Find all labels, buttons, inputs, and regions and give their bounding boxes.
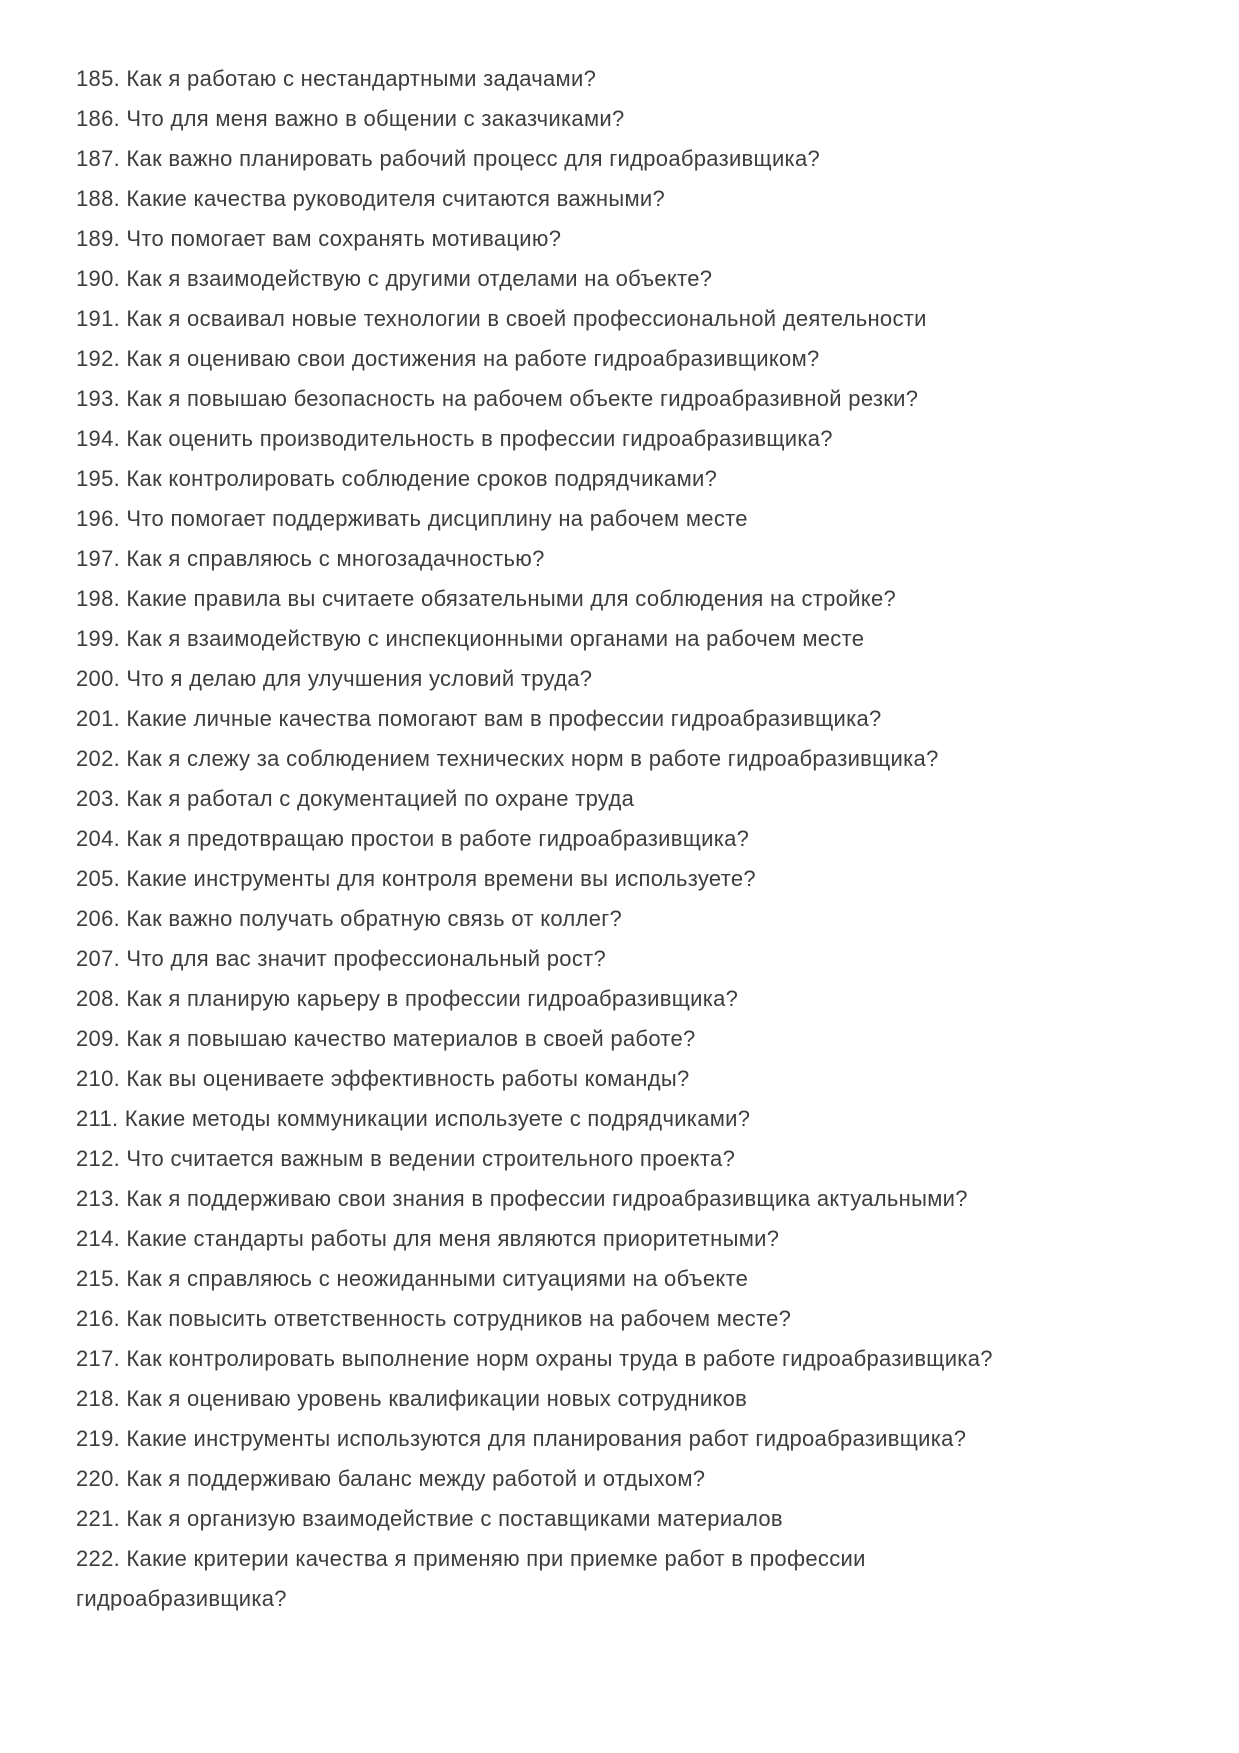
question-line: 190. Как я взаимодействую с другими отделами на объекте? xyxy=(76,266,713,291)
question-line: 212. Что считается важным в ведении строительного проекта? xyxy=(76,1146,736,1171)
question-line: 192. Как я оцениваю свои достижения на работе гидроабразивщиком? xyxy=(76,346,820,371)
question-line: 218. Как я оцениваю уровень квалификации новых сотрудников xyxy=(76,1386,748,1411)
question-line: 221. Как я организую взаимодействие с поставщиками материалов xyxy=(76,1506,783,1531)
question-line: 201. Какие личные качества помогают вам в профессии гидроабразивщика? xyxy=(76,706,882,731)
question-line: 199. Как я взаимодействую с инспекционными органами на рабочем месте xyxy=(76,626,865,651)
question-list xyxy=(76,59,1206,1619)
question-line: 186. Что для меня важно в общении с заказчиками? xyxy=(76,106,625,131)
question-line: 211. Какие методы коммуникации используете с подрядчиками? xyxy=(76,1106,751,1131)
question-line: 203. Как я работал с документацией по охране труда xyxy=(76,786,635,811)
question-line: 204. Как я предотвращаю простои в работе гидроабразивщика? xyxy=(76,826,750,851)
question-line: 208. Как я планирую карьеру в профессии гидроабразивщика? xyxy=(76,986,739,1011)
question-line: 193. Как я повышаю безопасность на рабочем объекте гидроабразивной резки? xyxy=(76,386,919,411)
question-line: 198. Какие правила вы считаете обязательными для соблюдения на стройке? xyxy=(76,586,897,611)
question-line: 191. Как я осваивал новые технологии в своей профессиональной деятельности xyxy=(76,306,927,331)
question-line: 214. Какие стандарты работы для меня являются приоритетными? xyxy=(76,1226,780,1251)
question-line: 197. Как я справляюсь с многозадачностью? xyxy=(76,546,545,571)
question-line: 194. Как оценить производительность в профессии гидроабразивщика? xyxy=(76,426,833,451)
question-line: 207. Что для вас значит профессиональный рост? xyxy=(76,946,607,971)
question-line: 219. Какие инструменты используются для планирования работ гидроабразивщика? xyxy=(76,1426,967,1451)
question-line: 185. Как я работаю с нестандартными задачами? xyxy=(76,66,597,91)
question-line: 209. Как я повышаю качество материалов в своей работе? xyxy=(76,1026,696,1051)
question-line: 222. Какие критерии качества я применяю при приемке работ в профессии xyxy=(76,1546,866,1571)
question-line: 215. Как я справляюсь с неожиданными ситуациями на объекте xyxy=(76,1266,749,1291)
question-line: 216. Как повысить ответственность сотрудников на рабочем месте? xyxy=(76,1306,792,1331)
question-line: 220. Как я поддерживаю баланс между работой и отдыхом? xyxy=(76,1466,706,1491)
question-line: 196. Что помогает поддерживать дисциплину на рабочем месте xyxy=(76,506,748,531)
question-line: 189. Что помогает вам сохранять мотивацию? xyxy=(76,226,562,251)
question-line: 206. Как важно получать обратную связь от коллег? xyxy=(76,906,623,931)
question-line: 188. Какие качества руководителя считаются важными? xyxy=(76,186,666,211)
question-line: 187. Как важно планировать рабочий процесс для гидроабразивщика? xyxy=(76,146,821,171)
question-line: 202. Как я слежу за соблюдением технических норм в работе гидроабразивщика? xyxy=(76,746,939,771)
question-line: 213. Как я поддерживаю свои знания в профессии гидроабразивщика актуальными? xyxy=(76,1186,968,1211)
question-line: гидроабразивщика? xyxy=(76,1586,287,1611)
question-line: 217. Как контролировать выполнение норм охраны труда в работе гидроабразивщика? xyxy=(76,1346,993,1371)
question-line: 200. Что я делаю для улучшения условий труда? xyxy=(76,666,593,691)
question-line: 195. Как контролировать соблюдение сроков подрядчиками? xyxy=(76,466,718,491)
question-line: 205. Какие инструменты для контроля времени вы используете? xyxy=(76,866,756,891)
question-line: 210. Как вы оцениваете эффективность работы команды? xyxy=(76,1066,690,1091)
